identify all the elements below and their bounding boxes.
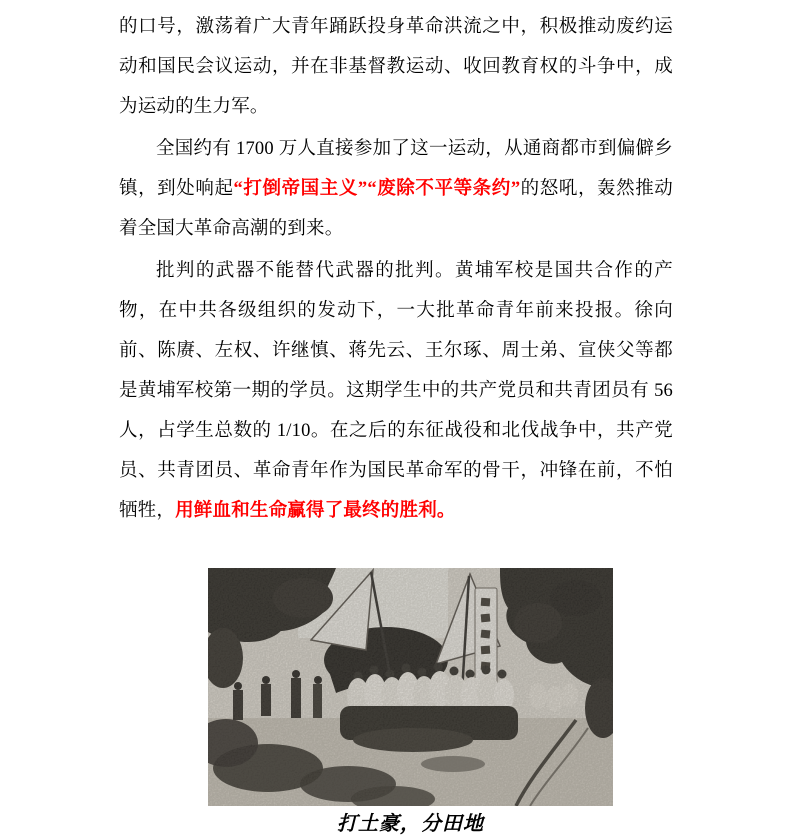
paragraph-1-text: 的口号，激荡着广大青年踊跃投身革命洪流之中，积极推动废约运动和国民会议运动，并在非基督教运动、收回教育权的斗争中，成为运动的生力军。 — [119, 17, 673, 117]
historical-photo-figure — [208, 568, 613, 836]
photo-caption: 打土豪，分田地 — [337, 813, 484, 835]
photo-grain-overlay — [208, 568, 613, 806]
paragraph-3-text-lead: 批判的武器不能替代武器的批判。黄埔军校是国共合作的产物，在中共各级组织的发动下，一大批革命青年前来投报。徐向前、陈赓、左权、许继慎、蒋先云、王尔琢、周士弟、宣侠父等都是黄埔军校第一期的学员。这期学生中的共产党员和共青团员有 56 人，占学生总数的 1/10。在之后的东征战役和北伐战争中，共产党员、共青团员、革命青年作为国民革命军的骨干，冲锋在前，不怕牺牲， — [119, 261, 673, 521]
paragraph-2-text-lead: 全国约有 1700 万人直接参加了这一运动，从通商都市到偏僻乡镇，到处响起 — [119, 139, 673, 199]
marchers-photo — [208, 568, 613, 806]
paragraph-2-text-tail: 的怒吼，轰然推动着全国大革命高潮的到来。 — [119, 179, 674, 239]
paragraph-3 — [119, 251, 673, 531]
paragraph-2 — [119, 129, 673, 249]
paragraph-3-red-emphasis: 用鲜血和生命赢得了最终的胜利。 — [175, 501, 456, 521]
paragraph-2-red-slogans: “打倒帝国主义”“废除不平等条约” — [233, 179, 521, 199]
paragraph-1 — [119, 7, 673, 127]
